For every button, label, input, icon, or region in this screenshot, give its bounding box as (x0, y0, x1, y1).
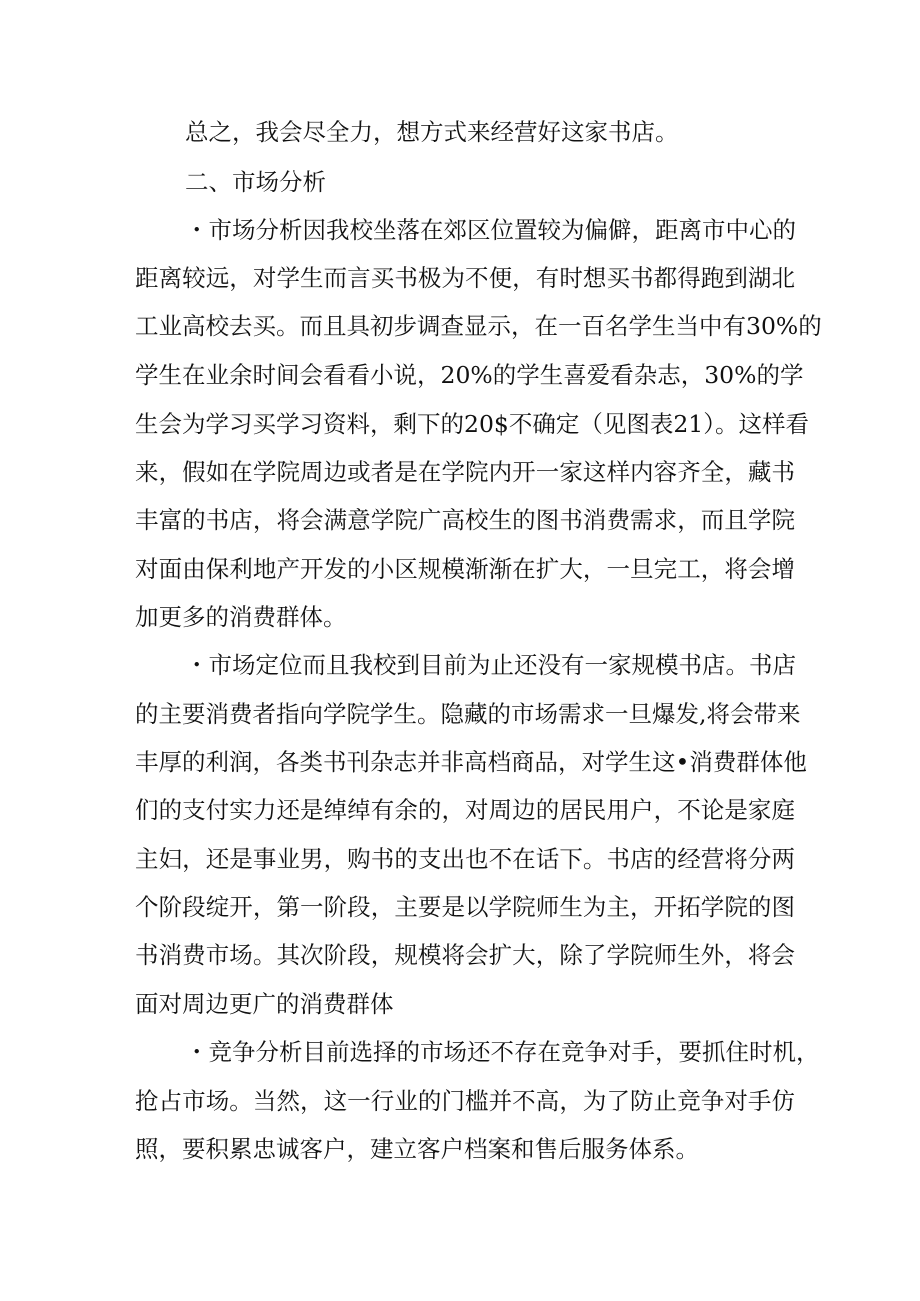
paragraph-line: 来，假如在学院周边或者是在学院内开一家这样内容齐全，藏书 (135, 458, 795, 486)
paragraph-line: 的主要消费者指向学院学生。隐藏的市场需求一旦爆发,将会带来 (135, 700, 801, 728)
paragraph-line: 对面由保利地产开发的小区规模渐渐在扩大，一旦完工，将会增 (135, 555, 795, 583)
paragraph-line: 生会为学习买学习资料，剩下的20$不确定（见图表21）。这样看 (135, 410, 810, 438)
paragraph-line: 抢占市场。当然，这一行业的门槛并不高，为了防止竞争对手仿 (135, 1087, 795, 1115)
paragraph-line: 加更多的消费群体。 (135, 603, 347, 631)
paragraph-line: 距离较远，对学生而言买书极为不便，有时想买书都得跑到湖北 (135, 264, 795, 292)
paragraph-line: 们的支付实力还是绰绰有余的，对周边的居民用户，不论是家庭 (135, 796, 795, 824)
paragraph-line: 学生在业余时间会看看小说，20%的学生喜爱看杂志，30%的学 (135, 361, 804, 389)
paragraph-line: 照，要积累忠诚客户，建立客户档案和售后服务体系。 (135, 1135, 699, 1163)
paragraph-line: ・市场分析因我校坐落在郊区位置较为偏僻，距离市中心的 (185, 216, 796, 244)
section-heading-market-analysis: 二、市场分析 (185, 168, 326, 196)
paragraph-line: 主妇，还是事业男，购书的支出也不在话下。书店的经营将分两 (135, 845, 795, 873)
paragraph-line: 工业高校去买。而且具初步调查显示，在一百名学生当中有30%的 (135, 312, 822, 340)
paragraph-line: 丰富的书店，将会满意学院广高校生的图书消费需求，而且学院 (135, 506, 795, 534)
paragraph-line: 书消费市场。其次阶段，规模将会扩大，除了学院师生外，将会 (135, 941, 795, 969)
paragraph-line: ・竞争分析目前选择的市场还不存在竞争对手，要抓住时机， (185, 1038, 820, 1066)
paragraph-line: ・市场定位而且我校到目前为止还没有一家规模书店。书店 (185, 651, 796, 679)
paragraph-line: 面对周边更广的消费群体 (135, 990, 394, 1018)
paragraph-line: 个阶段绽开，第一阶段，主要是以学院师生为主，开拓学院的图 (135, 893, 795, 921)
paragraph-line: 丰厚的利润，各类书刊杂志并非高档商品，对学生这•消费群体他 (135, 748, 807, 776)
paragraph-conclusion: 总之，我会尽全力，想方式来经营好这家书店。 (185, 118, 679, 146)
